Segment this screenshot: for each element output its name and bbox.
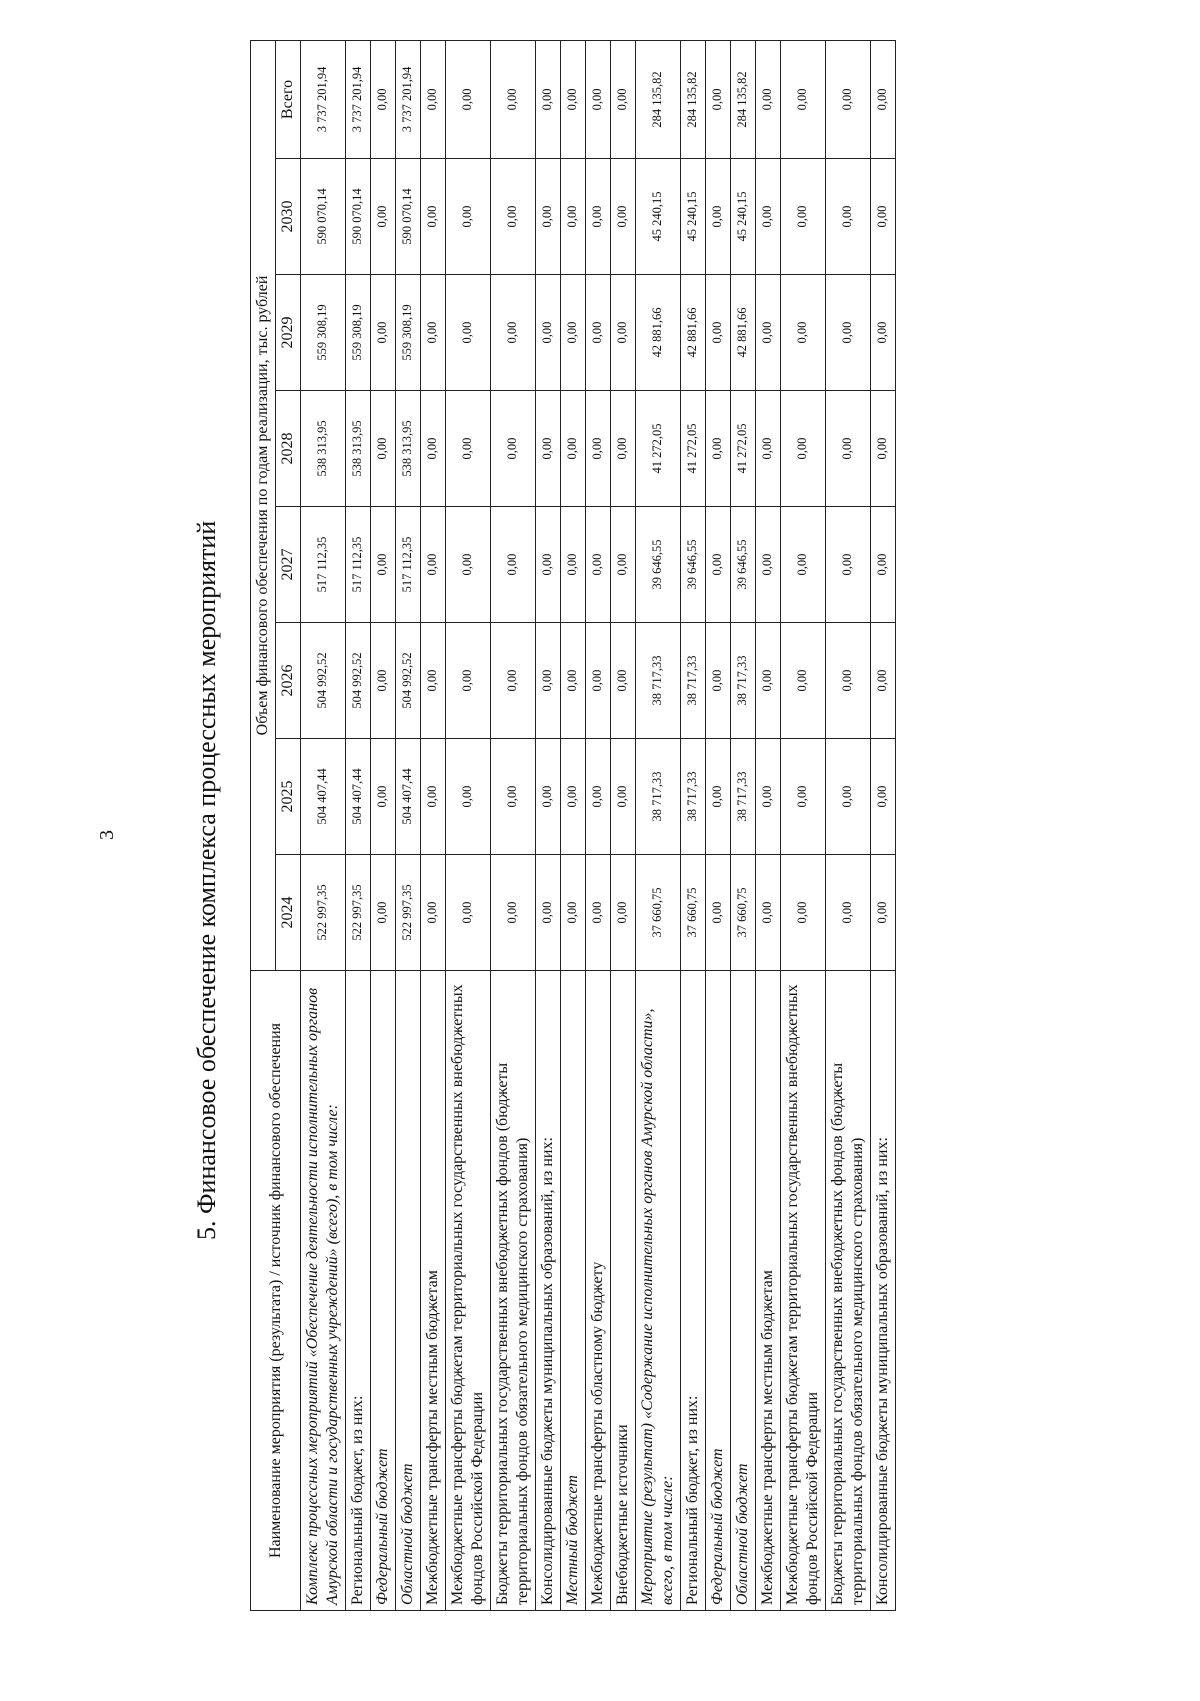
value-cell: 0,00	[826, 507, 871, 623]
header-year-cell: 2025	[276, 739, 301, 855]
value-cell: 0,00	[491, 855, 536, 971]
value-cell: 517 112,35	[396, 507, 421, 623]
value-cell: 0,00	[826, 623, 871, 739]
value-cell: 522 997,35	[346, 855, 371, 971]
value-cell: 38 717,33	[731, 623, 756, 739]
value-cell: 0,00	[611, 623, 636, 739]
value-cell: 41 272,05	[636, 391, 681, 507]
value-cell: 0,00	[491, 623, 536, 739]
value-cell: 0,00	[756, 739, 781, 855]
table-row	[611, 40, 636, 1610]
value-cell: 0,00	[706, 40, 731, 158]
financing-table	[250, 40, 896, 1611]
value-cell: 0,00	[611, 739, 636, 855]
table-row	[561, 40, 586, 1610]
value-cell: 0,00	[781, 40, 826, 158]
value-cell: 522 997,35	[396, 855, 421, 971]
value-cell: 0,00	[586, 739, 611, 855]
value-cell: 0,00	[421, 391, 446, 507]
value-cell: 0,00	[421, 159, 446, 275]
value-cell: 0,00	[706, 623, 731, 739]
value-cell: 0,00	[536, 855, 561, 971]
table-row	[446, 40, 491, 1610]
table-row	[396, 40, 421, 1610]
value-cell: 0,00	[826, 739, 871, 855]
value-cell: 504 407,44	[301, 739, 346, 855]
value-cell: 590 070,14	[396, 159, 421, 275]
row-label-cell: Региональный бюджет, из них:	[346, 971, 371, 1611]
value-cell: 0,00	[871, 391, 896, 507]
value-cell: 0,00	[586, 507, 611, 623]
row-label-cell: Мероприятие (результат) «Содержание исполнительных органов Амурской области», всего, в том числе:	[636, 971, 681, 1611]
value-cell: 0,00	[706, 391, 731, 507]
value-cell: 0,00	[371, 623, 396, 739]
value-cell: 559 308,19	[396, 275, 421, 391]
value-cell: 37 660,75	[731, 855, 756, 971]
value-cell: 538 313,95	[346, 391, 371, 507]
header-name-cell: Наименование мероприятия (результата) / источник финансового обеспечения	[251, 971, 301, 1611]
value-cell: 0,00	[446, 507, 491, 623]
value-cell: 0,00	[871, 275, 896, 391]
value-cell: 0,00	[756, 507, 781, 623]
row-label-cell: Комплекс процессных мероприятий «Обеспечение деятельности исполнительных органов Амурской области и государственных учреждений» (всего), в том числе:	[301, 971, 346, 1611]
value-cell: 0,00	[561, 159, 586, 275]
header-year-cell: 2029	[276, 275, 301, 391]
header-year-cell: 2027	[276, 507, 301, 623]
value-cell: 0,00	[781, 275, 826, 391]
value-cell: 0,00	[871, 507, 896, 623]
row-label-cell: Региональный бюджет, из них:	[681, 971, 706, 1611]
row-label-cell: Межбюджетные трансферты бюджетам территориальных государственных внебюджетных фондов Российской Федерации	[781, 971, 826, 1611]
value-cell: 0,00	[371, 507, 396, 623]
value-cell: 0,00	[781, 739, 826, 855]
value-cell: 42 881,66	[681, 275, 706, 391]
value-cell: 0,00	[536, 159, 561, 275]
value-cell: 0,00	[871, 623, 896, 739]
page-number: 3	[96, 830, 118, 840]
value-cell: 45 240,15	[681, 159, 706, 275]
row-label-cell: Межбюджетные трансферты местным бюджетам	[756, 971, 781, 1611]
value-cell: 0,00	[536, 623, 561, 739]
value-cell: 3 737 201,94	[396, 40, 421, 158]
header-year-cell: 2024	[276, 855, 301, 971]
row-label-cell: Бюджеты территориальных государственных внебюджетных фондов (бюджеты территориальных фондов обязательного медицинского страхования)	[826, 971, 871, 1611]
value-cell: 0,00	[371, 159, 396, 275]
value-cell: 0,00	[706, 159, 731, 275]
value-cell: 38 717,33	[636, 623, 681, 739]
value-cell: 0,00	[371, 739, 396, 855]
section-title: 5. Финансовое обеспечение комплекса процессных мероприятий	[192, 520, 221, 1240]
row-label-cell: Областной бюджет	[396, 971, 421, 1611]
value-cell: 0,00	[586, 40, 611, 158]
value-cell: 0,00	[536, 391, 561, 507]
value-cell: 0,00	[421, 507, 446, 623]
value-cell: 41 272,05	[681, 391, 706, 507]
value-cell: 3 737 201,94	[301, 40, 346, 158]
table-row	[536, 40, 561, 1610]
value-cell: 0,00	[706, 507, 731, 623]
value-cell: 0,00	[611, 40, 636, 158]
row-label-cell: Межбюджетные трансферты бюджетам территориальных государственных внебюджетных фондов Российской Федерации	[446, 971, 491, 1611]
table-body	[301, 40, 896, 1610]
value-cell: 590 070,14	[301, 159, 346, 275]
header-year-cell: 2030	[276, 159, 301, 275]
value-cell: 0,00	[446, 739, 491, 855]
value-cell: 0,00	[491, 159, 536, 275]
value-cell: 0,00	[756, 40, 781, 158]
value-cell: 0,00	[421, 855, 446, 971]
value-cell: 0,00	[756, 623, 781, 739]
value-cell: 0,00	[611, 507, 636, 623]
value-cell: 504 992,52	[346, 623, 371, 739]
value-cell: 559 308,19	[301, 275, 346, 391]
value-cell: 0,00	[491, 739, 536, 855]
value-cell: 37 660,75	[636, 855, 681, 971]
value-cell: 0,00	[586, 159, 611, 275]
value-cell: 0,00	[561, 855, 586, 971]
value-cell: 0,00	[586, 623, 611, 739]
value-cell: 3 737 201,94	[346, 40, 371, 158]
value-cell: 0,00	[586, 275, 611, 391]
value-cell: 0,00	[871, 855, 896, 971]
table-row	[421, 40, 446, 1610]
value-cell: 0,00	[446, 275, 491, 391]
value-cell: 0,00	[781, 855, 826, 971]
row-label-cell: Федеральный бюджет	[371, 971, 396, 1611]
value-cell: 0,00	[611, 159, 636, 275]
value-cell: 0,00	[706, 739, 731, 855]
header-year-cell: Всего	[276, 40, 301, 158]
value-cell: 0,00	[561, 275, 586, 391]
value-cell: 522 997,35	[301, 855, 346, 971]
value-cell: 538 313,95	[396, 391, 421, 507]
table-row	[346, 40, 371, 1610]
value-cell: 0,00	[826, 159, 871, 275]
value-cell: 0,00	[781, 507, 826, 623]
value-cell: 284 135,82	[636, 40, 681, 158]
value-cell: 38 717,33	[636, 739, 681, 855]
value-cell: 0,00	[371, 391, 396, 507]
value-cell: 0,00	[421, 623, 446, 739]
value-cell: 0,00	[871, 739, 896, 855]
value-cell: 517 112,35	[301, 507, 346, 623]
value-cell: 284 135,82	[681, 40, 706, 158]
value-cell: 38 717,33	[731, 739, 756, 855]
table-row	[731, 40, 756, 1610]
header-year-cell: 2026	[276, 623, 301, 739]
value-cell: 38 717,33	[681, 623, 706, 739]
value-cell: 0,00	[781, 391, 826, 507]
value-cell: 0,00	[756, 275, 781, 391]
value-cell: 0,00	[826, 391, 871, 507]
value-cell: 0,00	[446, 855, 491, 971]
value-cell: 0,00	[706, 855, 731, 971]
value-cell: 0,00	[536, 507, 561, 623]
value-cell: 0,00	[536, 739, 561, 855]
row-label-cell: Областной бюджет	[731, 971, 756, 1611]
value-cell: 590 070,14	[346, 159, 371, 275]
value-cell: 0,00	[371, 275, 396, 391]
value-cell: 0,00	[586, 391, 611, 507]
row-label-cell: Местный бюджет	[561, 971, 586, 1611]
value-cell: 504 992,52	[396, 623, 421, 739]
value-cell: 504 407,44	[346, 739, 371, 855]
header-row-top	[251, 40, 276, 1610]
table-row	[636, 40, 681, 1610]
value-cell: 42 881,66	[731, 275, 756, 391]
value-cell: 0,00	[371, 855, 396, 971]
value-cell: 39 646,55	[681, 507, 706, 623]
value-cell: 0,00	[561, 739, 586, 855]
value-cell: 0,00	[756, 391, 781, 507]
table-row	[586, 40, 611, 1610]
value-cell: 0,00	[756, 855, 781, 971]
value-cell: 0,00	[446, 40, 491, 158]
value-cell: 0,00	[871, 159, 896, 275]
value-cell: 0,00	[561, 507, 586, 623]
table-row	[491, 40, 536, 1610]
value-cell: 0,00	[446, 391, 491, 507]
table-row	[301, 40, 346, 1610]
value-cell: 504 407,44	[396, 739, 421, 855]
value-cell: 39 646,55	[636, 507, 681, 623]
value-cell: 0,00	[871, 40, 896, 158]
row-label-cell: Межбюджетные трансферты местным бюджетам	[421, 971, 446, 1611]
row-label-cell: Консолидированные бюджеты муниципальных образований, из них:	[536, 971, 561, 1611]
value-cell: 37 660,75	[681, 855, 706, 971]
value-cell: 517 112,35	[346, 507, 371, 623]
value-cell: 45 240,15	[731, 159, 756, 275]
value-cell: 39 646,55	[731, 507, 756, 623]
value-cell: 538 313,95	[301, 391, 346, 507]
value-cell: 0,00	[491, 507, 536, 623]
row-label-cell: Консолидированные бюджеты муниципальных образований, из них:	[871, 971, 896, 1611]
value-cell: 0,00	[611, 391, 636, 507]
value-cell: 0,00	[536, 40, 561, 158]
value-cell: 45 240,15	[636, 159, 681, 275]
table-row	[371, 40, 396, 1610]
row-label-cell: Межбюджетные трансферты областному бюджету	[586, 971, 611, 1611]
value-cell: 0,00	[826, 275, 871, 391]
value-cell: 0,00	[421, 275, 446, 391]
value-cell: 0,00	[561, 391, 586, 507]
value-cell: 0,00	[826, 40, 871, 158]
value-cell: 0,00	[781, 159, 826, 275]
value-cell: 0,00	[586, 855, 611, 971]
value-cell: 42 881,66	[636, 275, 681, 391]
value-cell: 504 992,52	[301, 623, 346, 739]
table-row	[681, 40, 706, 1610]
table-row	[871, 40, 896, 1610]
row-label-cell: Федеральный бюджет	[706, 971, 731, 1611]
header-volume-cell: Объем финансового обеспечения по годам реализации, тыс. рублей	[251, 40, 276, 970]
table-row	[756, 40, 781, 1610]
financing-table-container	[250, 66, 896, 1611]
header-year-cell: 2028	[276, 391, 301, 507]
value-cell: 0,00	[611, 855, 636, 971]
value-cell: 0,00	[491, 275, 536, 391]
value-cell: 0,00	[706, 275, 731, 391]
value-cell: 0,00	[611, 275, 636, 391]
value-cell: 0,00	[371, 40, 396, 158]
value-cell: 41 272,05	[731, 391, 756, 507]
value-cell: 0,00	[421, 739, 446, 855]
value-cell: 0,00	[561, 40, 586, 158]
value-cell: 0,00	[536, 275, 561, 391]
value-cell: 559 308,19	[346, 275, 371, 391]
row-label-cell: Внебюджетные источники	[611, 971, 636, 1611]
value-cell: 0,00	[756, 159, 781, 275]
value-cell: 0,00	[491, 40, 536, 158]
value-cell: 0,00	[446, 159, 491, 275]
value-cell: 38 717,33	[681, 739, 706, 855]
value-cell: 0,00	[781, 623, 826, 739]
table-row	[706, 40, 731, 1610]
value-cell: 0,00	[826, 855, 871, 971]
value-cell: 0,00	[446, 623, 491, 739]
table-row	[781, 40, 826, 1610]
value-cell: 0,00	[561, 623, 586, 739]
table-row	[826, 40, 871, 1610]
value-cell: 0,00	[421, 40, 446, 158]
value-cell: 0,00	[491, 391, 536, 507]
value-cell: 284 135,82	[731, 40, 756, 158]
row-label-cell: Бюджеты территориальных государственных внебюджетных фондов (бюджеты территориальных фондов обязательного медицинского страхования)	[491, 971, 536, 1611]
